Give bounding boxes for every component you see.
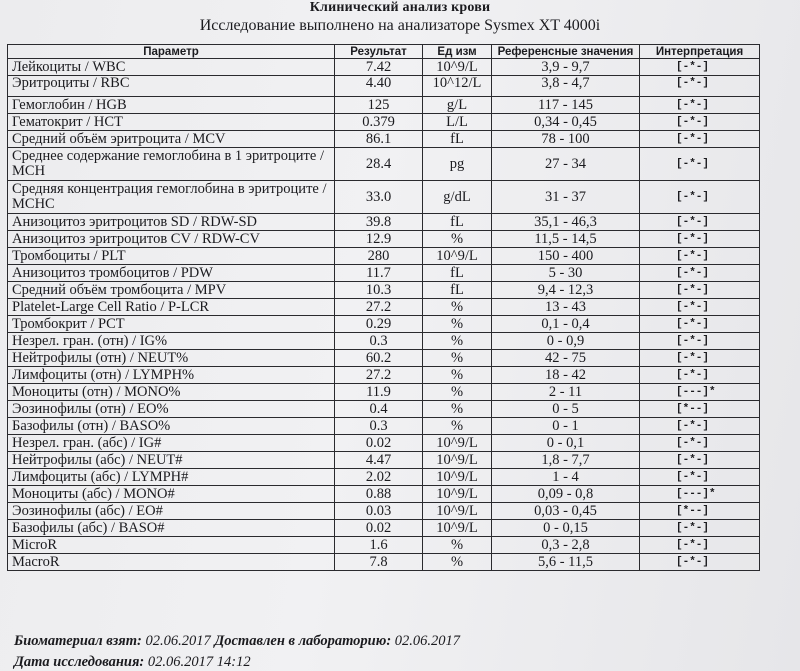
column-header-interpretation: Интерпретация (640, 45, 760, 59)
delivered-date: 02.06.2017 (394, 633, 461, 649)
unit-cell: 10^9/L (423, 59, 492, 76)
result-cell: 0.3 (335, 418, 423, 435)
result-cell: 0.88 (335, 486, 423, 503)
table-row (8, 59, 760, 76)
table-row (8, 384, 760, 401)
table-row (8, 114, 760, 131)
reference-cell: 42 - 75 (492, 350, 640, 367)
interpretation-cell: [-*-] (640, 299, 760, 316)
parameter-cell: Средняя концентрация гемоглобина в эритроците / MCHC (8, 181, 335, 214)
parameter-cell: Нейтрофилы (отн) / NEUT% (8, 350, 335, 367)
report-title: Клинический анализ крови (309, 0, 491, 15)
parameter-cell: MacroR (8, 554, 335, 571)
parameter-cell: Лейкоциты / WBC (8, 59, 335, 76)
parameter-cell: Среднее содержание гемоглобина в 1 эритроците / MCH (8, 148, 335, 181)
footer-study-line (14, 654, 251, 671)
table-row (8, 265, 760, 282)
table-row (8, 520, 760, 537)
interpretation-cell: [-*-] (640, 435, 760, 452)
study-date: 02.06.2017 14:12 (147, 654, 251, 670)
table-row (8, 452, 760, 469)
unit-cell: 10^9/L (423, 248, 492, 265)
result-cell: 27.2 (335, 367, 423, 384)
reference-cell: 0 - 1 (492, 418, 640, 435)
table-row (8, 401, 760, 418)
parameter-cell: Средний объём эритроцита / MCV (8, 131, 335, 148)
reference-cell: 5 - 30 (492, 265, 640, 282)
unit-cell: 10^9/L (423, 486, 492, 503)
result-cell: 125 (335, 97, 423, 114)
parameter-cell: Тромбокрит / PCT (8, 316, 335, 333)
result-cell: 27.2 (335, 299, 423, 316)
result-cell: 60.2 (335, 350, 423, 367)
unit-cell: % (423, 418, 492, 435)
interpretation-cell: [---]* (640, 384, 760, 401)
reference-cell: 0 - 5 (492, 401, 640, 418)
parameter-cell: Гематокрит / HCT (8, 114, 335, 131)
result-cell: 2.02 (335, 469, 423, 486)
reference-cell: 0,34 - 0,45 (492, 114, 640, 131)
reference-cell: 1,8 - 7,7 (492, 452, 640, 469)
table-row (8, 231, 760, 248)
reference-cell: 78 - 100 (492, 131, 640, 148)
parameter-cell: Незрел. гран. (абс) / IG# (8, 435, 335, 452)
biomaterial-date: 02.06.2017 (145, 633, 211, 649)
interpretation-cell: [-*-] (640, 231, 760, 248)
interpretation-cell: [-*-] (640, 537, 760, 554)
result-cell: 4.47 (335, 452, 423, 469)
study-date-label: Дата исследования: (14, 654, 145, 670)
result-cell: 4.40 (335, 76, 423, 97)
footer-collection-line (14, 633, 460, 650)
result-cell: 11.9 (335, 384, 423, 401)
reference-cell: 150 - 400 (492, 248, 640, 265)
table-row (8, 76, 760, 97)
column-header-result: Результат (335, 45, 423, 59)
table-row (8, 316, 760, 333)
interpretation-cell: [-*-] (640, 469, 760, 486)
biomaterial-label: Биоматериал взят: (14, 633, 142, 649)
reference-cell: 11,5 - 14,5 (492, 231, 640, 248)
parameter-cell: Platelet-Large Cell Ratio / P-LCR (8, 299, 335, 316)
report-subtitle: Исследование выполнено на анализаторе Sysmex XT 4000i (199, 17, 601, 34)
table-row (8, 554, 760, 571)
unit-cell: 10^9/L (423, 435, 492, 452)
result-cell: 7.8 (335, 554, 423, 571)
result-cell: 0.02 (335, 520, 423, 537)
table-row (8, 503, 760, 520)
interpretation-cell: [-*-] (640, 554, 760, 571)
parameter-cell: Базофилы (абс) / BASO# (8, 520, 335, 537)
parameter-cell: Моноциты (абс) / MONO# (8, 486, 335, 503)
reference-cell: 0,3 - 2,8 (492, 537, 640, 554)
reference-cell: 0,09 - 0,8 (492, 486, 640, 503)
interpretation-cell: [-*-] (640, 181, 760, 214)
reference-cell: 0 - 0,1 (492, 435, 640, 452)
unit-cell: fL (423, 265, 492, 282)
unit-cell: % (423, 231, 492, 248)
column-header-reference: Референсные значения (492, 45, 640, 59)
result-cell: 86.1 (335, 131, 423, 148)
table-row (8, 181, 760, 214)
interpretation-cell: [-*-] (640, 316, 760, 333)
interpretation-cell: [-*-] (640, 333, 760, 350)
interpretation-cell: [-*-] (640, 418, 760, 435)
unit-cell: 10^12/L (423, 76, 492, 97)
result-cell: 12.9 (335, 231, 423, 248)
result-cell: 0.4 (335, 401, 423, 418)
result-cell: 39.8 (335, 214, 423, 231)
results-table (7, 44, 760, 571)
unit-cell: % (423, 350, 492, 367)
reference-cell: 27 - 34 (492, 148, 640, 181)
unit-cell: g/L (423, 97, 492, 114)
reference-cell: 117 - 145 (492, 97, 640, 114)
parameter-cell: MicroR (8, 537, 335, 554)
unit-cell: % (423, 333, 492, 350)
table-header-row (8, 45, 760, 59)
table-row (8, 367, 760, 384)
unit-cell: % (423, 367, 492, 384)
result-cell: 33.0 (335, 181, 423, 214)
table-row (8, 97, 760, 114)
interpretation-cell: [-*-] (640, 114, 760, 131)
unit-cell: % (423, 401, 492, 418)
table-row (8, 469, 760, 486)
unit-cell: pg (423, 148, 492, 181)
table-row (8, 333, 760, 350)
result-cell: 28.4 (335, 148, 423, 181)
unit-cell: L/L (423, 114, 492, 131)
parameter-cell: Анизоцитоз эритроцитов CV / RDW-CV (8, 231, 335, 248)
parameter-cell: Анизоцитоз тромбоцитов / PDW (8, 265, 335, 282)
unit-cell: fL (423, 214, 492, 231)
reference-cell: 18 - 42 (492, 367, 640, 384)
table-row (8, 350, 760, 367)
interpretation-cell: [-*-] (640, 520, 760, 537)
table-row (8, 248, 760, 265)
unit-cell: 10^9/L (423, 452, 492, 469)
table-row (8, 148, 760, 181)
reference-cell: 3,8 - 4,7 (492, 76, 640, 97)
interpretation-cell: [-*-] (640, 282, 760, 299)
unit-cell: g/dL (423, 181, 492, 214)
unit-cell: fL (423, 282, 492, 299)
reference-cell: 0,1 - 0,4 (492, 316, 640, 333)
table-row (8, 282, 760, 299)
result-cell: 7.42 (335, 59, 423, 76)
result-cell: 1.6 (335, 537, 423, 554)
interpretation-cell: [-*-] (640, 97, 760, 114)
interpretation-cell: [-*-] (640, 350, 760, 367)
parameter-cell: Незрел. гран. (отн) / IG% (8, 333, 335, 350)
parameter-cell: Лимфоциты (отн) / LYMPH% (8, 367, 335, 384)
interpretation-cell: [-*-] (640, 452, 760, 469)
interpretation-cell: [-*-] (640, 131, 760, 148)
column-header-unit: Ед изм (423, 45, 492, 59)
reference-cell: 35,1 - 46,3 (492, 214, 640, 231)
parameter-cell: Базофилы (отн) / BASO% (8, 418, 335, 435)
reference-cell: 0,03 - 0,45 (492, 503, 640, 520)
reference-cell: 5,6 - 11,5 (492, 554, 640, 571)
parameter-cell: Эозинофилы (отн) / EO% (8, 401, 335, 418)
reference-cell: 31 - 37 (492, 181, 640, 214)
interpretation-cell: [-*-] (640, 148, 760, 181)
interpretation-cell: [*--] (640, 503, 760, 520)
parameter-cell: Моноциты (отн) / MONO% (8, 384, 335, 401)
delivered-label: Доставлен в лабораторию: (214, 633, 392, 649)
parameter-cell: Тромбоциты / PLT (8, 248, 335, 265)
parameter-cell: Средний объём тромбоцита / MPV (8, 282, 335, 299)
unit-cell: % (423, 316, 492, 333)
unit-cell: % (423, 384, 492, 401)
interpretation-cell: [-*-] (640, 248, 760, 265)
table-row (8, 418, 760, 435)
result-cell: 0.03 (335, 503, 423, 520)
unit-cell: 10^9/L (423, 469, 492, 486)
parameter-cell: Гемоглобин / HGB (8, 97, 335, 114)
parameter-cell: Нейтрофилы (абс) / NEUT# (8, 452, 335, 469)
table-row (8, 486, 760, 503)
result-cell: 11.7 (335, 265, 423, 282)
interpretation-cell: [---]* (640, 486, 760, 503)
result-cell: 0.02 (335, 435, 423, 452)
interpretation-cell: [-*-] (640, 367, 760, 384)
parameter-cell: Анизоцитоз эритроцитов SD / RDW-SD (8, 214, 335, 231)
interpretation-cell: [-*-] (640, 265, 760, 282)
parameter-cell: Эритроциты / RBC (8, 76, 335, 97)
table-row (8, 537, 760, 554)
table-row (8, 214, 760, 231)
parameter-cell: Лимфоциты (абс) / LYMPH# (8, 469, 335, 486)
table-row (8, 299, 760, 316)
unit-cell: fL (423, 131, 492, 148)
result-cell: 0.3 (335, 333, 423, 350)
interpretation-cell: [-*-] (640, 214, 760, 231)
unit-cell: 10^9/L (423, 503, 492, 520)
interpretation-cell: [-*-] (640, 59, 760, 76)
reference-cell: 3,9 - 9,7 (492, 59, 640, 76)
reference-cell: 2 - 11 (492, 384, 640, 401)
table-row (8, 131, 760, 148)
unit-cell: 10^9/L (423, 520, 492, 537)
result-cell: 10.3 (335, 282, 423, 299)
reference-cell: 0 - 0,9 (492, 333, 640, 350)
result-cell: 280 (335, 248, 423, 265)
unit-cell: % (423, 537, 492, 554)
parameter-cell: Эозинофилы (абс) / EO# (8, 503, 335, 520)
column-header-parameter: Параметр (8, 45, 335, 59)
result-cell: 0.379 (335, 114, 423, 131)
interpretation-cell: [-*-] (640, 76, 760, 97)
result-cell: 0.29 (335, 316, 423, 333)
results-body (8, 59, 760, 571)
reference-cell: 13 - 43 (492, 299, 640, 316)
reference-cell: 9,4 - 12,3 (492, 282, 640, 299)
table-row (8, 435, 760, 452)
unit-cell: % (423, 554, 492, 571)
reference-cell: 0 - 0,15 (492, 520, 640, 537)
interpretation-cell: [*--] (640, 401, 760, 418)
reference-cell: 1 - 4 (492, 469, 640, 486)
unit-cell: % (423, 299, 492, 316)
